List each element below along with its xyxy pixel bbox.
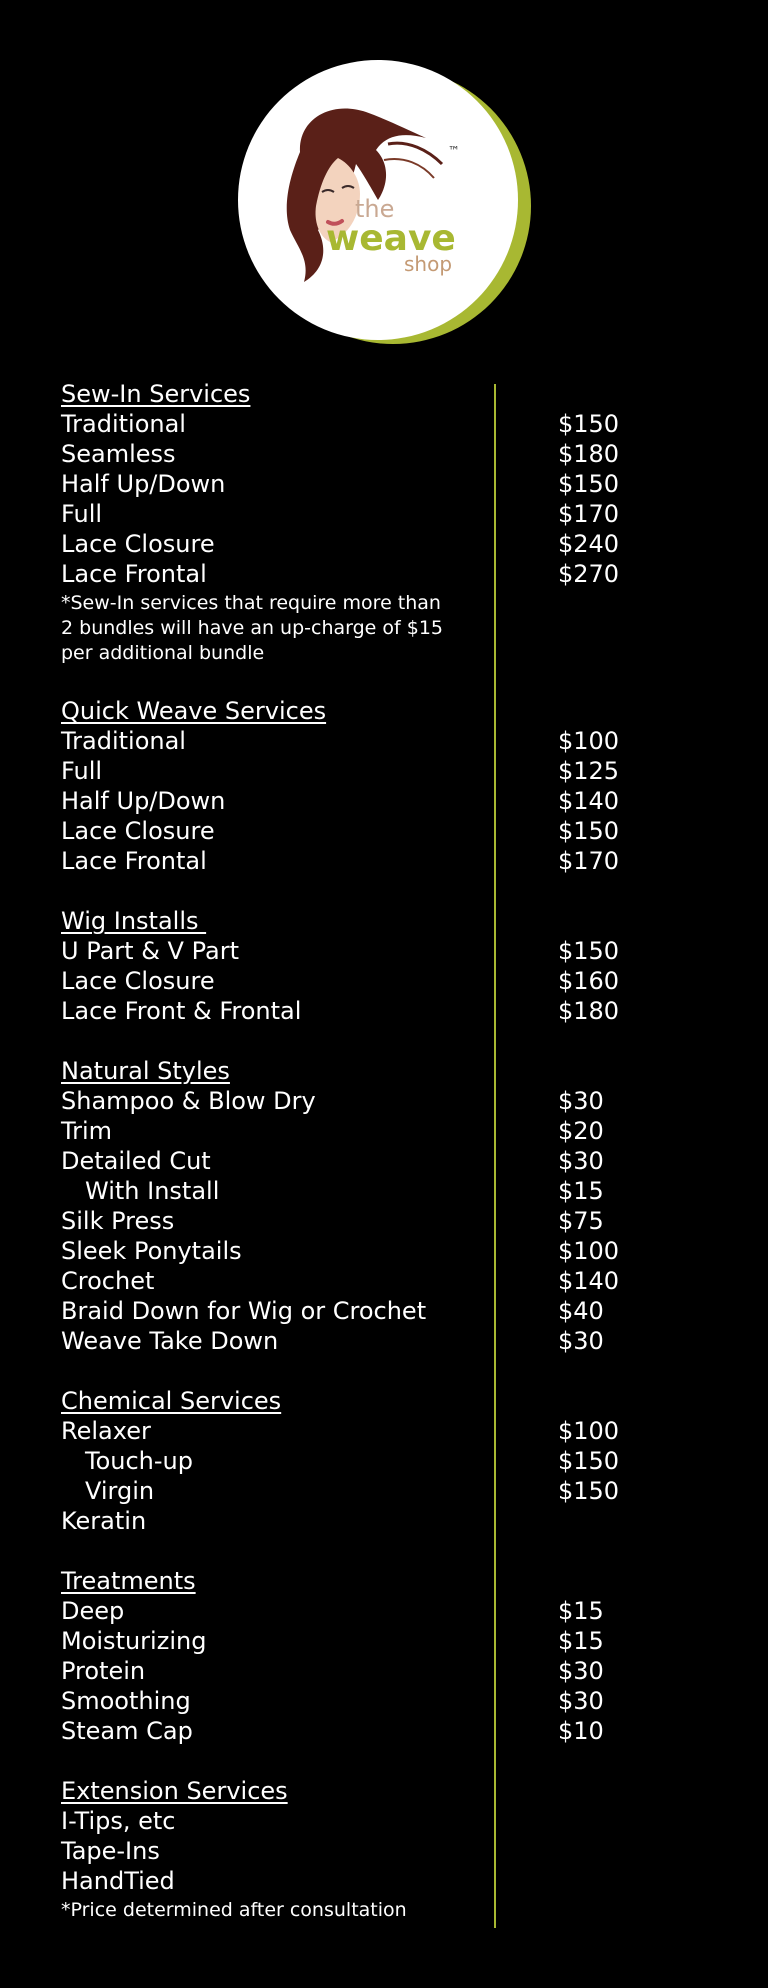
service-name: Moisturizing: [61, 1627, 207, 1655]
service-price: $170: [558, 500, 620, 528]
service-row: [61, 756, 661, 786]
service-price: $15: [558, 1177, 604, 1205]
service-row: [61, 1806, 661, 1836]
section-heading: Natural Styles: [61, 1057, 230, 1085]
service-price: $150: [558, 470, 620, 498]
service-row: [61, 1116, 661, 1146]
service-price: $100: [558, 1417, 620, 1445]
service-price: $125: [558, 757, 620, 785]
menu-section: [61, 1056, 661, 1356]
service-name: Lace Closure: [61, 967, 215, 995]
service-price: $30: [558, 1087, 604, 1115]
menu-section: [61, 906, 661, 1026]
service-name: Half Up/Down: [61, 787, 226, 815]
service-name: Protein: [61, 1657, 146, 1685]
service-row: [61, 1206, 661, 1236]
service-price: $270: [558, 560, 620, 588]
service-name: Deep: [61, 1597, 125, 1625]
weave-shop-logo: [238, 60, 534, 346]
service-price: $30: [558, 1327, 604, 1355]
section-heading: Treatments: [61, 1567, 196, 1595]
menu-section: [61, 1776, 661, 1923]
service-row: [61, 726, 661, 756]
menu-section: [61, 1386, 661, 1536]
service-price: $180: [558, 440, 620, 468]
service-name: Half Up/Down: [61, 470, 226, 498]
service-row: [61, 1626, 661, 1656]
service-name: Virgin: [85, 1477, 155, 1505]
section-heading: Chemical Services: [61, 1387, 282, 1415]
service-name: Touch-up: [85, 1447, 193, 1475]
service-row: [61, 1146, 661, 1176]
service-price: $170: [558, 847, 620, 875]
service-price: $240: [558, 530, 620, 558]
service-name: Traditional: [61, 410, 186, 438]
menu-section: [61, 379, 661, 666]
service-name: Relaxer: [61, 1417, 151, 1445]
service-row: [61, 1266, 661, 1296]
service-row: [61, 936, 661, 966]
service-name: Lace Closure: [61, 530, 215, 558]
service-price: $10: [558, 1717, 604, 1745]
service-row: [61, 439, 661, 469]
service-name: Keratin: [61, 1507, 147, 1535]
service-price: $150: [558, 1477, 620, 1505]
service-price: $15: [558, 1627, 604, 1655]
service-price: $30: [558, 1687, 604, 1715]
service-name: Lace Closure: [61, 817, 215, 845]
service-name: Full: [61, 500, 103, 528]
service-name: Seamless: [61, 440, 176, 468]
service-name: Lace Frontal: [61, 560, 207, 588]
service-name: Trim: [61, 1117, 113, 1145]
service-name: Full: [61, 757, 103, 785]
service-row: [61, 1836, 661, 1866]
service-name: Weave Take Down: [61, 1327, 279, 1355]
service-row: [61, 1176, 661, 1206]
service-name: Crochet: [61, 1267, 155, 1295]
service-price: $150: [558, 1447, 620, 1475]
service-row: [61, 1716, 661, 1746]
service-name: I-Tips, etc: [61, 1807, 176, 1835]
service-price: $100: [558, 1237, 620, 1265]
logo-tm: ™: [448, 144, 460, 158]
service-price: $180: [558, 997, 620, 1025]
service-row: [61, 966, 661, 996]
service-row: [61, 1326, 661, 1356]
section-heading: Sew-In Services: [61, 380, 251, 408]
section-note: *Sew-In services that require more than 2 bundles will have an up-charge of $15 per additional bundle: [61, 592, 444, 664]
service-name: Sleek Ponytails: [61, 1237, 242, 1265]
logo-word-weave: weave: [326, 218, 456, 259]
service-name: With Install: [85, 1177, 220, 1205]
section-note: *Price determined after consultation: [61, 1899, 407, 1921]
service-name: HandTied: [61, 1867, 175, 1895]
service-name: Smoothing: [61, 1687, 191, 1715]
service-row: [61, 559, 661, 589]
service-name: Braid Down for Wig or Crochet: [61, 1297, 427, 1325]
service-row: [61, 1236, 661, 1266]
service-price: $75: [558, 1207, 604, 1235]
service-price: $30: [558, 1657, 604, 1685]
service-row: [61, 529, 661, 559]
service-name: Traditional: [61, 727, 186, 755]
service-price: $100: [558, 727, 620, 755]
service-row: [61, 816, 661, 846]
service-row: [61, 1086, 661, 1116]
service-price: $150: [558, 817, 620, 845]
service-row: [61, 846, 661, 876]
service-row: [61, 499, 661, 529]
service-price: $150: [558, 410, 620, 438]
service-price: $40: [558, 1297, 604, 1325]
section-heading: Quick Weave Services: [61, 697, 327, 725]
menu-section: [61, 696, 661, 876]
service-name: U Part & V Part: [61, 937, 239, 965]
service-name: Steam Cap: [61, 1717, 193, 1745]
service-row: [61, 1656, 661, 1686]
service-row: [61, 1866, 661, 1896]
service-price: $20: [558, 1117, 604, 1145]
service-name: Shampoo & Blow Dry: [61, 1087, 316, 1115]
service-row: [61, 1686, 661, 1716]
service-price: $140: [558, 787, 620, 815]
service-row: [61, 996, 661, 1026]
section-heading: Wig Installs: [61, 907, 207, 935]
service-name: Detailed Cut: [61, 1147, 211, 1175]
service-name: Lace Frontal: [61, 847, 207, 875]
service-row: [61, 1476, 661, 1506]
service-row: [61, 1506, 661, 1536]
service-price: $140: [558, 1267, 620, 1295]
service-name: Silk Press: [61, 1207, 175, 1235]
service-row: [61, 1446, 661, 1476]
service-row: [61, 786, 661, 816]
service-row: [61, 469, 661, 499]
service-name: Lace Front & Frontal: [61, 997, 302, 1025]
logo-word-shop: shop: [404, 252, 453, 276]
service-name: Tape-Ins: [61, 1837, 160, 1865]
service-row: [61, 409, 661, 439]
menu-section: [61, 1566, 661, 1746]
service-row: [61, 1296, 661, 1326]
service-row: [61, 1416, 661, 1446]
service-price: $160: [558, 967, 620, 995]
price-menu: [61, 379, 661, 1953]
service-price: $150: [558, 937, 620, 965]
section-heading: Extension Services: [61, 1777, 288, 1805]
service-row: [61, 1596, 661, 1626]
logo-word-the: the: [355, 195, 395, 223]
service-price: $30: [558, 1147, 604, 1175]
service-price: $15: [558, 1597, 604, 1625]
